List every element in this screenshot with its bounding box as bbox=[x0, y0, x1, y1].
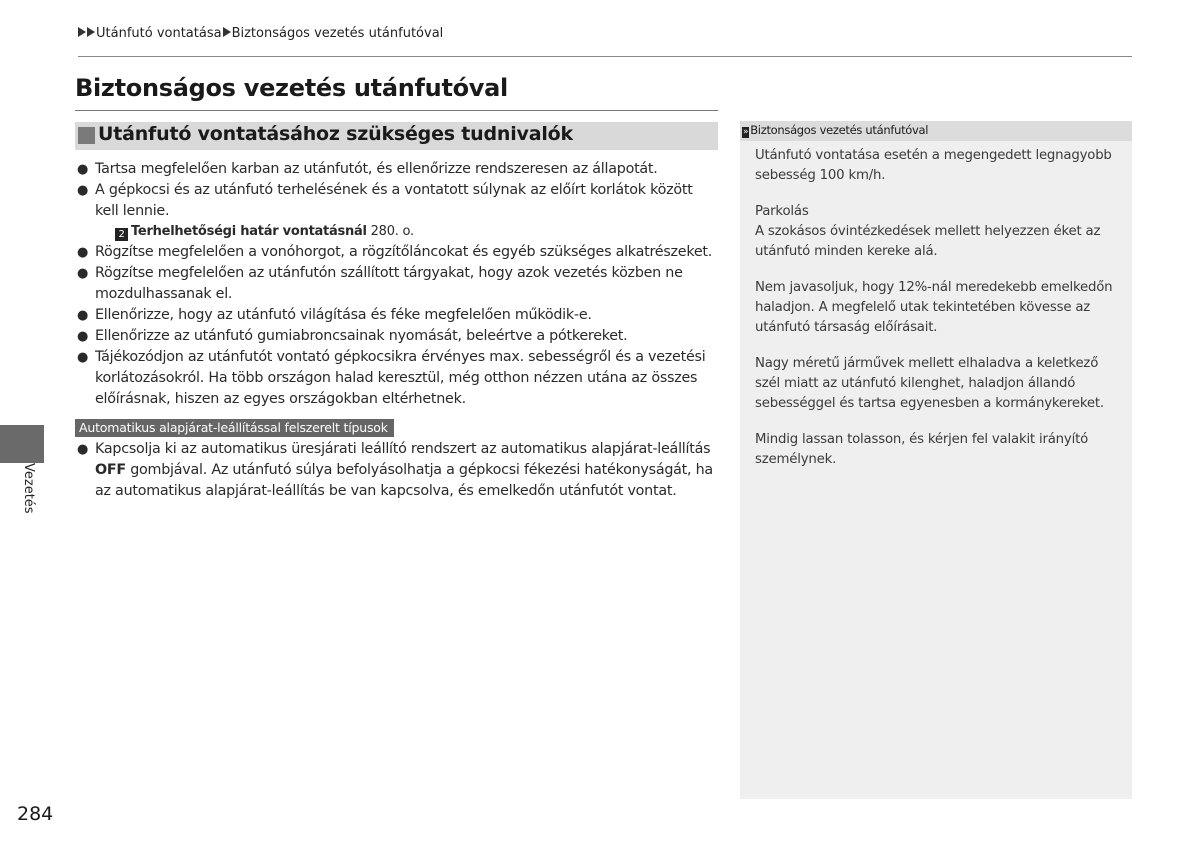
side-paragraph: Nem javasoljuk, hogy 12%-nál meredekebb emelkedőn haladjon. A megfelelő utak tekintetében kövesse az utánfutó társaság előírásait. bbox=[755, 280, 1113, 335]
list-item: ● Tartsa megfelelően karban az utánfutót, és ellenőrizze rendszeresen az állapotát. bbox=[75, 159, 720, 180]
arrow-right-icon bbox=[223, 27, 231, 37]
list-item: ● Ellenőrizze, hogy az utánfutó világítása és féke megfelelően működik-e. bbox=[75, 305, 720, 326]
side-paragraph: A szokásos óvintézkedések mellett helyezzen éket az utánfutó minden kereke alá. bbox=[755, 224, 1101, 259]
breadcrumb-item-towing[interactable]: Utánfutó vontatása bbox=[96, 26, 222, 41]
list-item: ● Rögzítse megfelelően a vonóhorgot, a rögzítőláncokat és egyéb szükséges alkatrészeket. bbox=[75, 242, 720, 263]
bullet-icon: ● bbox=[77, 245, 89, 260]
bullet-icon: ● bbox=[77, 266, 89, 281]
bullet-list bbox=[75, 439, 720, 502]
bullet-icon: ● bbox=[77, 329, 89, 344]
model-label-bar: Automatikus alapjárat-leállítással felszerelt típusok bbox=[75, 419, 394, 437]
section-header bbox=[75, 122, 718, 150]
list-item: ● A gépkocsi és az utánfutó terhelésének és a vontatott súlynak az előírt korlátok között kell lennie. bbox=[77, 182, 693, 219]
reference-link[interactable]: Terhelhetőségi határ vontatásnál bbox=[131, 224, 367, 239]
arrow-right-icon bbox=[87, 27, 95, 37]
cross-reference[interactable] bbox=[75, 222, 720, 242]
main-content bbox=[75, 159, 720, 502]
double-arrow-icon: » bbox=[743, 127, 749, 137]
arrow-right-icon bbox=[78, 27, 86, 37]
bullet-icon: ● bbox=[77, 350, 89, 365]
chapter-tab bbox=[0, 425, 44, 463]
side-panel bbox=[740, 121, 1132, 799]
header-divider bbox=[78, 56, 1132, 57]
side-panel-body bbox=[755, 146, 1123, 486]
reference-page: 280. o. bbox=[366, 224, 414, 239]
side-paragraph: Mindig lassan tolasson, és kérjen fel valakit irányító személynek. bbox=[755, 432, 1089, 467]
side-panel-header bbox=[740, 121, 1132, 141]
list-item: ● Tájékozódjon az utánfutót vontató gépkocsikra érvényes max. sebességről és a vezetési korlátozásokról. Ha több országon halad keresztül, még otthon nézzen utána az összes előírásnak, hiszen az egyes országokban eltérhetnek. bbox=[77, 349, 706, 407]
chapter-tab-label: Vezetés bbox=[21, 463, 36, 514]
section-square-icon bbox=[78, 127, 95, 144]
list-item: ● Ellenőrizze az utánfutó gumiabroncsainak nyomását, beleértve a pótkereket. bbox=[75, 326, 720, 347]
title-divider bbox=[75, 110, 718, 111]
list-item: ● Rögzítse megfelelően az utánfutón szállított tárgyakat, hogy azok vezetés közben ne mozdulhassanak el. bbox=[77, 265, 683, 302]
off-keyword: OFF bbox=[95, 462, 126, 478]
side-paragraph: Nagy méretű járművek mellett elhaladva a keletkező szél miatt az utánfutó kilenghet, haladjon állandó sebességgel és tartsa egyenesben a kormánykereket. bbox=[755, 356, 1104, 411]
breadcrumb bbox=[78, 26, 443, 41]
page-number: 284 bbox=[17, 803, 54, 825]
breadcrumb-item-safe-driving: Biztonságos vezetés utánfutóval bbox=[231, 26, 444, 41]
bullet-icon: ● bbox=[77, 162, 89, 177]
side-paragraph: Utánfutó vontatása esetén a megengedett legnagyobb sebesség 100 km/h. bbox=[755, 148, 1112, 183]
section-heading: Utánfutó vontatásához szükséges tudnivalók bbox=[98, 123, 573, 145]
reference-arrow-icon: 2 bbox=[115, 228, 128, 241]
bullet-icon: ● bbox=[77, 183, 89, 198]
bullet-list bbox=[75, 159, 720, 222]
bullet-icon: ● bbox=[77, 442, 89, 457]
list-item: ● Kapcsolja ki az automatikus üresjárati leállító rendszert az automatikus alapjárat-leállítás OFF gombjával. Az utánfutó súlya befolyásolhatja a gépkocsi fékezési hatékonyságát, ha az automatikus alapjárat-leállítás be van kapcsolva, és emelkedőn utánfutót vontat. bbox=[77, 441, 713, 499]
side-subheading: Parkolás bbox=[755, 204, 809, 219]
bullet-icon: ● bbox=[77, 308, 89, 323]
bullet-list bbox=[75, 242, 720, 410]
side-panel-title: Biztonságos vezetés utánfutóval bbox=[750, 123, 929, 137]
page-title: Biztonságos vezetés utánfutóval bbox=[75, 74, 508, 102]
